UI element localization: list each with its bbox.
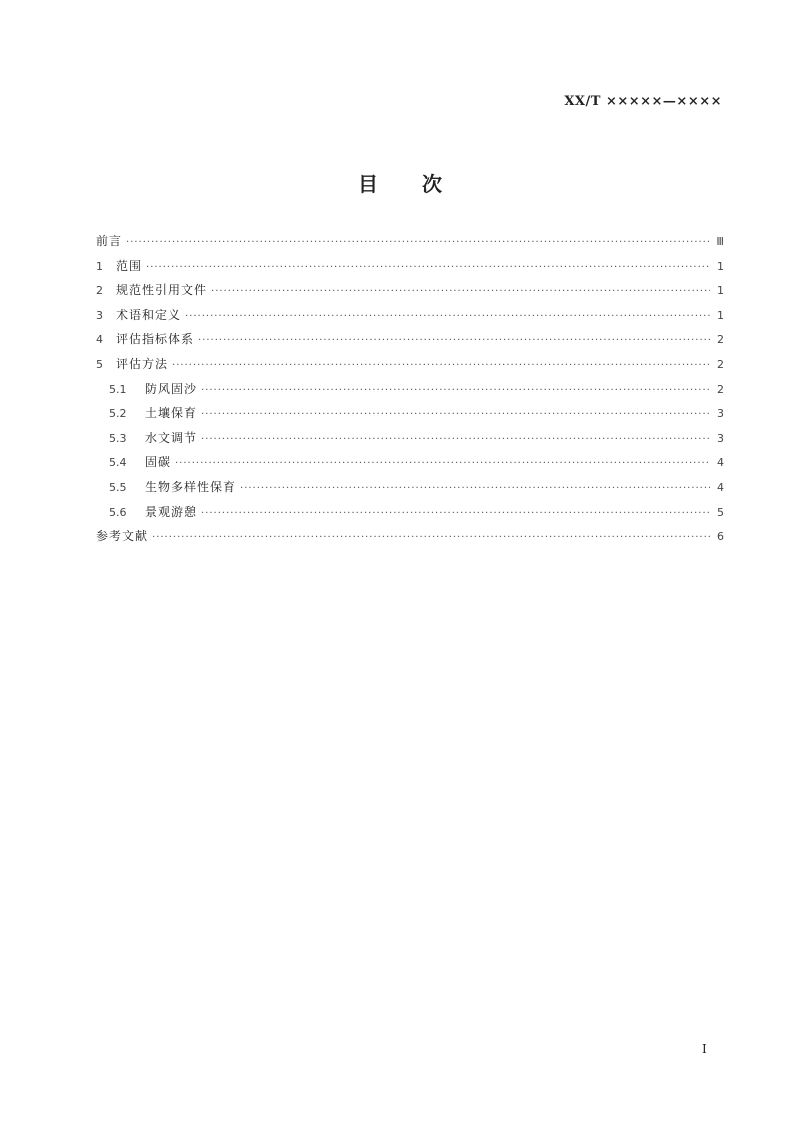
toc-title: 目次 [358,172,486,196]
toc-entry-page: 6 [717,530,724,544]
dot-leader [146,256,710,281]
toc-entry-number: 1 [96,259,103,273]
toc-entry-label: 水文调节 [145,430,198,445]
toc-entry-label: 规范性引用文件 [116,283,208,298]
toc-entry[interactable] [96,303,724,328]
toc-entry-number: 5.2 [109,407,127,421]
toc-entry-number: 2 [96,284,103,298]
toc-entry-label: 参考文献 [96,529,149,544]
toc-entry-page: 2 [717,382,724,396]
dot-leader [240,477,710,502]
toc-entry-number: 5.4 [109,456,127,470]
toc-entry-page: 5 [717,505,724,519]
dot-leader [198,329,710,354]
toc-entry-page: Ⅲ [716,235,724,248]
standard-code: XX/T ×××××—×××× [564,94,722,109]
toc-entry-label: 术语和定义 [116,307,182,322]
toc-entry-number: 5.1 [109,382,127,396]
dot-leader [172,354,710,379]
toc-entry-page: 4 [717,456,724,470]
toc-entry[interactable] [96,426,724,451]
toc-entry-label: 生物多样性保育 [145,479,237,494]
toc-entry-page: 3 [717,431,724,445]
toc-entry-page: 1 [717,259,724,273]
toc-entry[interactable] [96,401,724,426]
toc-entry-page: 1 [717,308,724,322]
dot-leader [211,280,710,305]
toc-entry-number: 5.5 [109,480,127,494]
toc-entry-number: 5 [96,357,103,371]
toc-entry-label: 范围 [116,258,143,273]
toc-entry[interactable] [96,500,724,525]
toc-entry[interactable] [96,254,724,279]
toc-entry-number: 5.3 [109,431,127,445]
toc-entry-page: 2 [717,357,724,371]
toc-entry-label: 前言 [96,234,123,248]
toc-entry-label: 评估指标体系 [116,332,195,347]
toc-entry-number: 3 [96,308,103,322]
toc-entry-label: 防风固沙 [145,381,198,396]
toc-entry[interactable] [96,327,724,352]
toc-entry[interactable] [96,352,724,377]
toc-entry[interactable] [96,278,724,303]
toc-entry-page: 1 [717,284,724,298]
page-number: I [702,1042,707,1056]
toc-entry[interactable] [96,229,724,254]
toc-entry-label: 景观游憩 [145,504,198,519]
dot-leader [201,428,710,453]
toc-entry-page: 2 [717,333,724,347]
dot-leader [185,305,710,330]
dot-leader [175,452,710,477]
toc-entry[interactable] [96,524,724,549]
dot-leader [126,231,710,256]
toc-entry[interactable] [96,377,724,402]
toc-entry-label: 评估方法 [116,356,169,371]
toc-entry[interactable] [96,475,724,500]
dot-leader [201,502,710,527]
toc-entry-label: 土壤保育 [145,406,198,421]
dot-leader [152,526,710,551]
toc-entry-label: 固碳 [145,455,172,470]
table-of-contents [96,229,724,549]
dot-leader [201,379,710,404]
toc-entry-page: 4 [717,480,724,494]
toc-entry-page: 3 [717,407,724,421]
toc-entry-number: 4 [96,333,103,347]
toc-entry-number: 5.6 [109,505,127,519]
dot-leader [201,403,710,428]
toc-entry[interactable] [96,450,724,475]
